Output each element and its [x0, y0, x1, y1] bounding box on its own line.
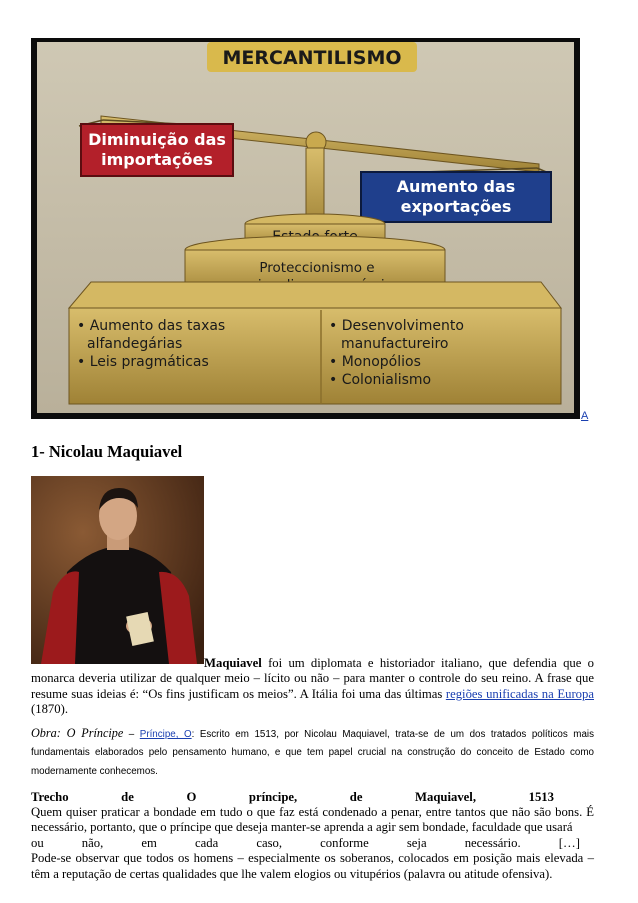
trecho-word: conforme — [320, 835, 369, 850]
trecho-word: cada — [194, 835, 219, 850]
mercantilism-figure — [31, 38, 580, 419]
right-pan-line1: Aumento das — [396, 177, 516, 196]
trecho-text-2: Pode-se observar que todos os homens – especialmente os soberanos, colocados em posição mais elevada – têm a reputação de certas qualidades que lhe valem elogios ou vitupérios (palavra ou atitude ofensiva). — [31, 851, 594, 881]
trecho-text-1: Quem quiser praticar a bondade em tudo o que faz está condenado a penar, entre tantos que não são bons. É necessário, portanto, que o príncipe que deseja manter-se aprenda a agir sem bondade, faculdade que usará — [31, 805, 594, 835]
obra-label: Obra: O Príncipe — [31, 726, 124, 740]
base-right-line3: • Monopólios — [329, 354, 421, 370]
base-right-line4: • Colonialismo — [329, 372, 432, 388]
trecho-word: ou — [31, 835, 44, 850]
trecho-heading-word: de — [349, 790, 363, 804]
regioes-unificadas-link[interactable]: regiões unificadas na Europa — [445, 686, 594, 701]
tier-middle-line1: Proteccionismo e — [259, 260, 375, 276]
base-left-line2: alfandegárias — [87, 336, 183, 352]
intro-text-2: (1870). — [31, 702, 68, 717]
obra-dash: – — [123, 729, 140, 740]
mercantilism-scale-diagram — [31, 38, 580, 419]
trecho-heading-word: de — [121, 790, 134, 804]
trecho-heading-word: Trecho — [31, 790, 69, 804]
trecho-word: não, — [81, 835, 104, 850]
section-title: 1- Nicolau Maquiavel — [31, 442, 183, 461]
base-left-line3: • Leis pragmáticas — [77, 354, 209, 370]
trecho-word: em — [141, 835, 157, 850]
obra-text: : Escrito em 1513, por Nicolau Maquiavel, trata-se de um dos tratados políticos mais fundamentais elaborados pelo pensamento humano, e que tem papel crucial na construção do conceito de Estado como modernamente conhecemos. — [31, 729, 594, 777]
obra-paragraph — [31, 725, 594, 780]
trecho-word: seja — [406, 835, 427, 850]
trecho-word: necessário. — [464, 835, 521, 850]
principe-link[interactable]: Príncipe, O — [139, 729, 192, 740]
right-pan-line2: exportações — [400, 197, 512, 216]
trecho-heading-word: príncipe, — [248, 790, 298, 804]
intro-text-1: foi um diplomata e historiador italiano, que defendia que o monarca deveria utilizar de qualquer meio – lícito ou não – para manter o controle do seu reino. A frase que resume suas ideias é: “Os fins justificam os meios”. A Itália foi uma das últimas — [31, 656, 594, 701]
trecho-text — [31, 805, 594, 882]
trecho-word: caso, — [256, 835, 283, 850]
trecho-heading-word: Maquiavel, — [415, 790, 477, 804]
figure-source-link[interactable]: A — [581, 410, 589, 422]
left-pan-line2: importações — [101, 150, 213, 169]
base-left-line1: • Aumento das taxas — [77, 318, 226, 334]
intro-paragraph — [31, 656, 594, 718]
trecho-heading-word: O — [186, 790, 197, 804]
base-top — [69, 282, 561, 308]
base-right-line2: manufactureiro — [341, 336, 449, 352]
intro-name: Maquiavel — [204, 656, 262, 670]
trecho-spread-line — [31, 836, 594, 851]
trecho-word: […] — [558, 835, 580, 850]
maquiavel-portrait — [31, 476, 204, 664]
left-pan-line1: Diminuição das — [88, 130, 226, 149]
figure-title: MERCANTILISMO — [222, 47, 402, 69]
trecho-heading — [31, 790, 594, 805]
base-right-line1: • Desenvolvimento — [329, 318, 464, 334]
trecho-heading-word: 1513 — [528, 790, 554, 804]
